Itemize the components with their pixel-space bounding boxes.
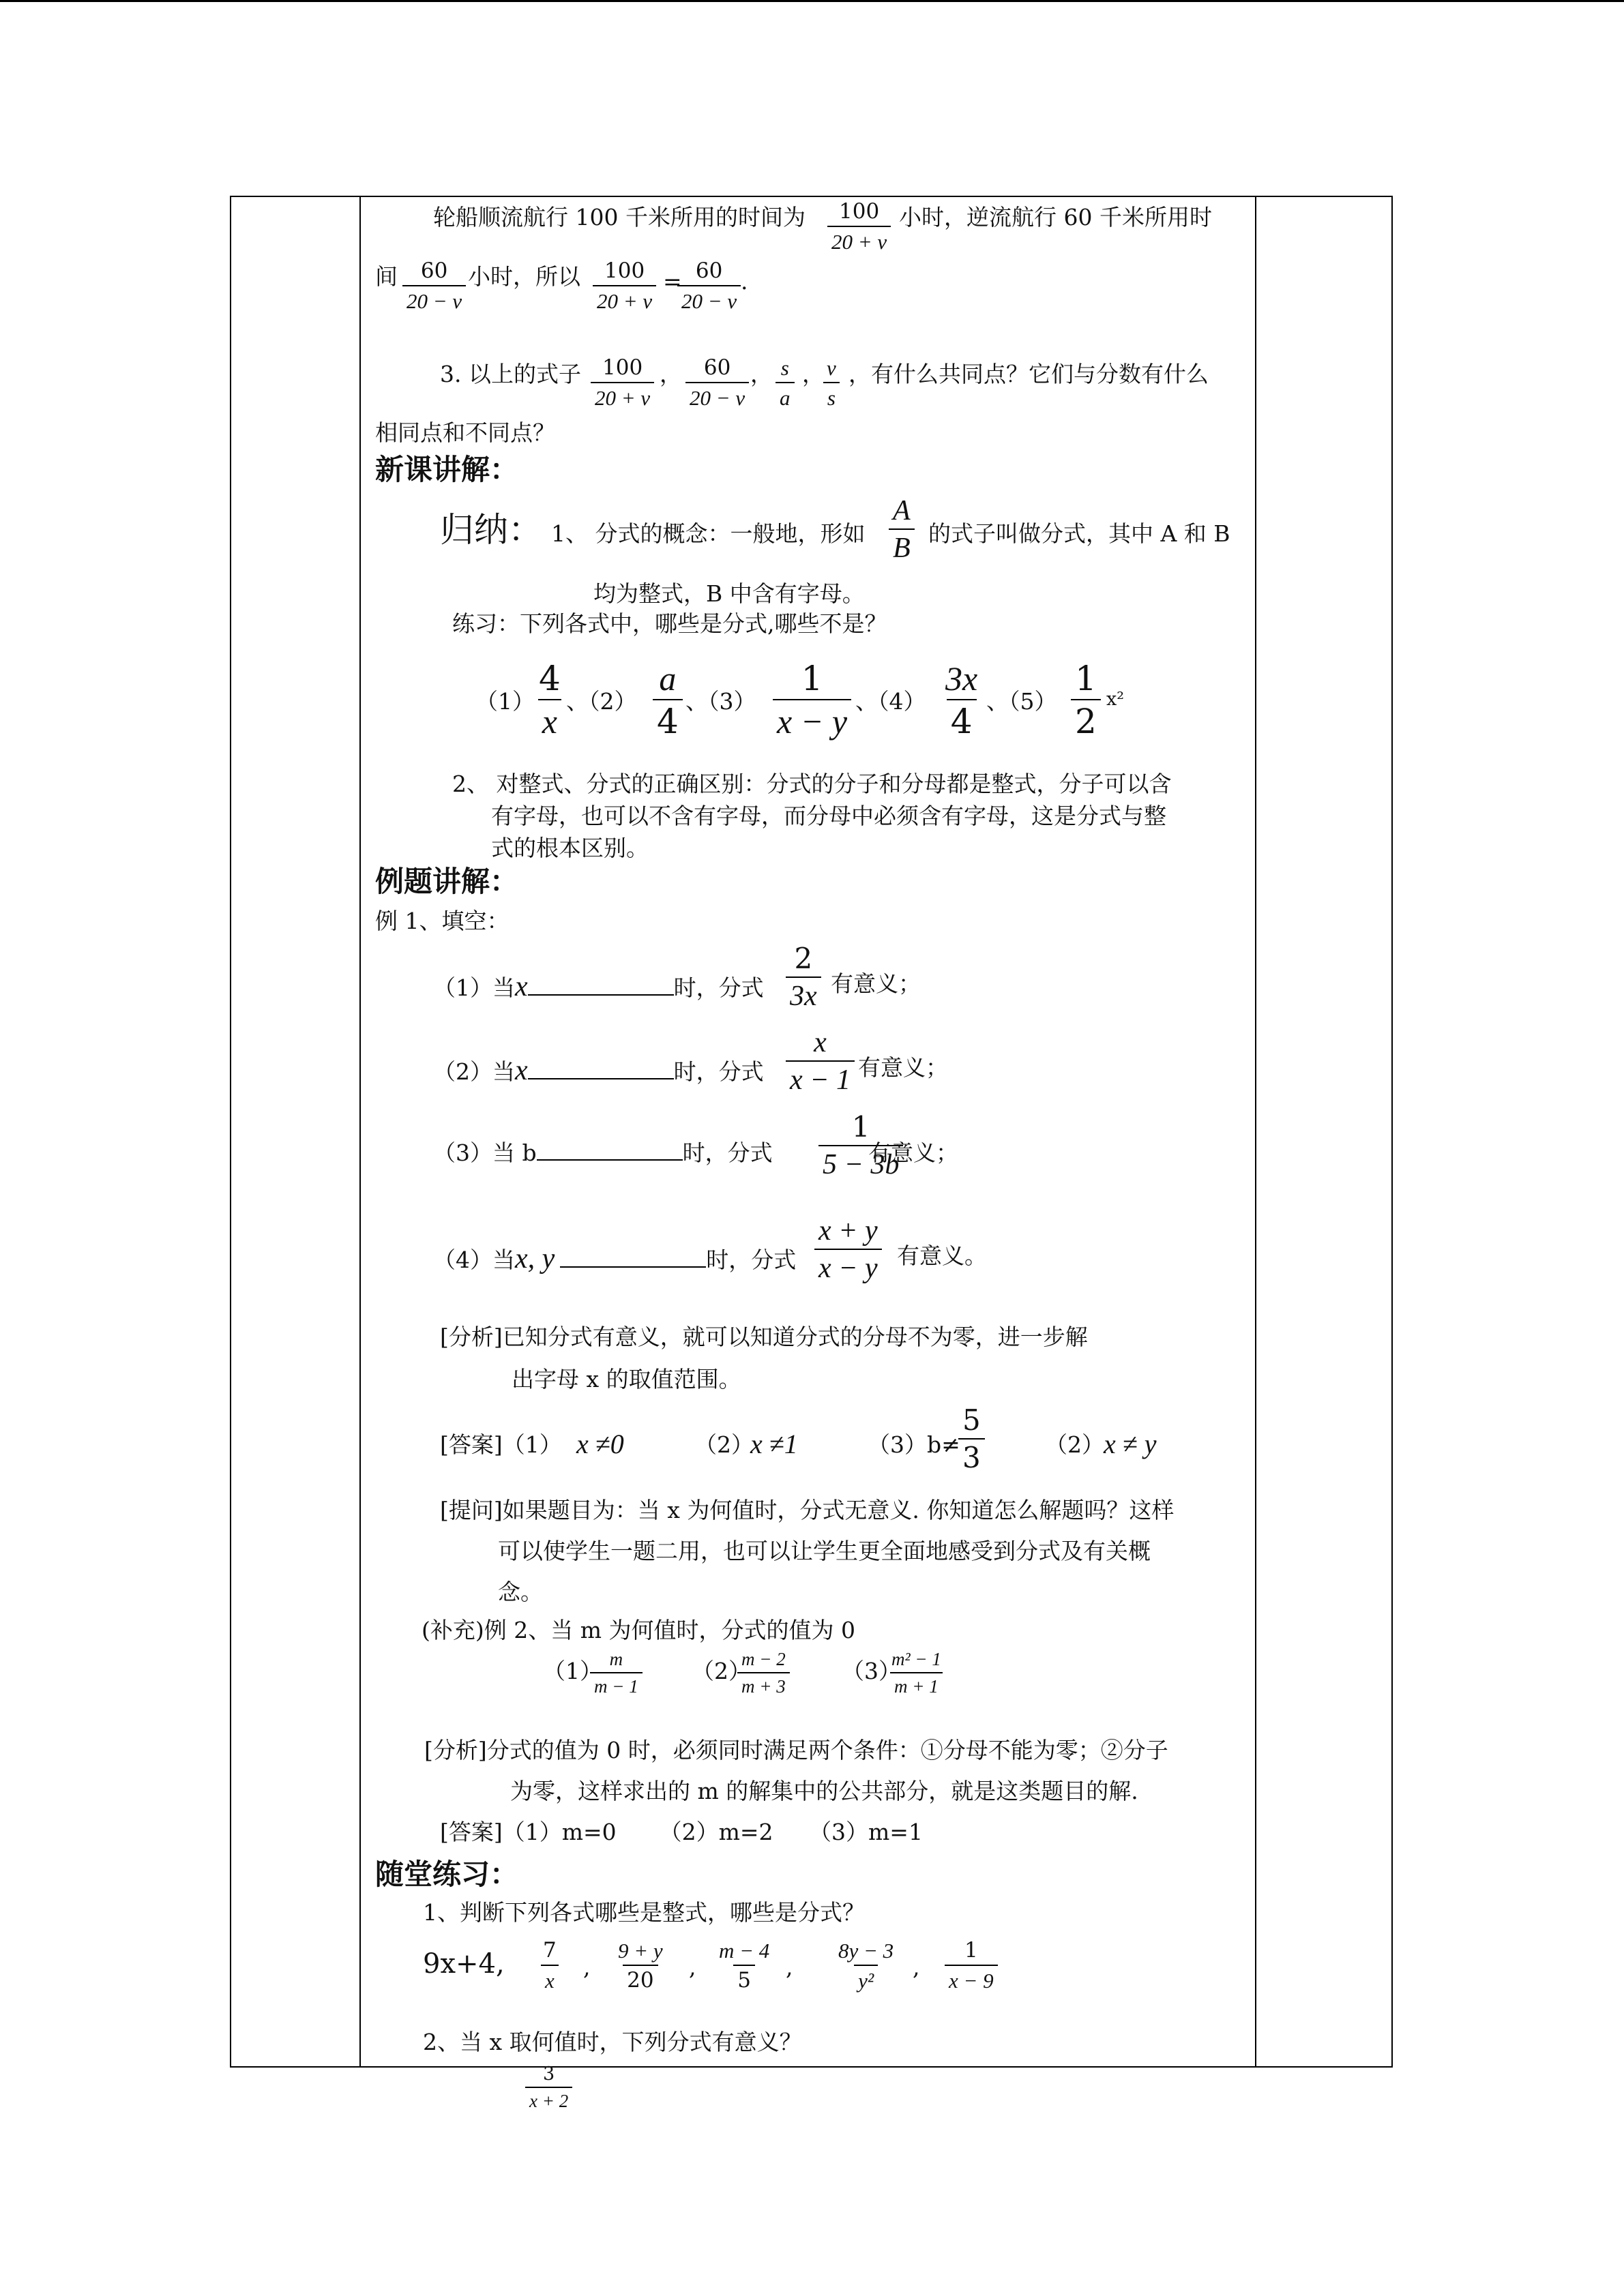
example1-title: 例 1、填空：	[375, 908, 510, 934]
summary-item1-pre: 1、 分式的概念：一般地，形如	[551, 520, 866, 547]
section-practice: 随堂练习：	[375, 1858, 519, 1891]
ex1-item3-frac: $\frac{1}{5 - 3b}$	[818, 1113, 903, 1179]
practice-q1: 1、判断下列各式哪些是整式，哪些是分式？	[423, 1899, 865, 1926]
ex1-item4-label: （4）当x, y 时，分式	[433, 1243, 797, 1274]
ex1-ans4-label: （2）	[1045, 1431, 1104, 1458]
practice-frac-m4-over-5: $\frac{m - 4}{5}$	[719, 1939, 770, 1993]
example2-title: (补充)例 2、当 m 为何值时，分式的值为 0	[422, 1617, 855, 1643]
summary-title: 归纳：	[440, 510, 542, 550]
frac-60-over-20minusv: $\frac{60}{20 - v}$	[402, 260, 466, 312]
practice-frac-7-over-x: $\frac{7}{x}$	[539, 1940, 561, 1991]
q3-frac-s-over-a: $\frac{s}{a}$	[776, 357, 795, 408]
frac-100-over-20plusv: $\frac{100}{20 + v}$	[827, 201, 891, 252]
summary-item2-l2: 有字母，也可以不含有字母，而分母中必须含有字母，这是分式与整	[491, 803, 1166, 829]
table-border-bottom	[230, 2066, 1393, 2068]
q3-after: ，有什么共同点？它们与分数有什么	[848, 361, 1209, 387]
ex1-item1-frac: $\frac{2}{3x}$	[786, 944, 821, 1011]
intro-line1-after: 小时，逆流航行 60 千米所用时	[899, 204, 1212, 230]
ex1-item4-tail: 有意义。	[897, 1242, 987, 1269]
top-border	[0, 0, 1624, 2]
ex-label-3: 、（3）	[685, 688, 756, 715]
summary-exercise: 练习：下列各式中，哪些是分式,哪些不是？	[452, 610, 887, 637]
ex2-label-3: （3）	[842, 1658, 901, 1684]
ex-frac-4-over-x: $\frac{4}{x}$	[539, 659, 561, 741]
summary-item2-l3: 式的根本区别。	[491, 835, 649, 861]
ex2-frac-2: $\frac{m - 2}{m + 3}$	[737, 1650, 790, 1696]
q3-comma-3: ，	[802, 361, 825, 387]
section-examples: 例题讲解：	[375, 865, 519, 898]
ex1-item2-tail: 有意义；	[858, 1054, 948, 1081]
ex2-answer: [答案]（1）m=0 （2）m=2 （3）m=1	[440, 1819, 923, 1845]
ex-label-1: （1）	[475, 688, 535, 715]
ex-frac-1-over-2: $\frac{1}{2}$	[1071, 661, 1101, 739]
ex-label-4: 、（4）	[855, 688, 926, 715]
period: .	[741, 268, 748, 295]
ex1-ans3-label: （3）b≠	[868, 1431, 960, 1458]
ex1-answer-label: [答案]（1）	[440, 1431, 562, 1458]
summary-item1-post: 的式子叫做分式，其中 A 和 B	[928, 520, 1230, 547]
table-border-col1	[359, 196, 361, 2068]
table-border-col2	[1255, 196, 1256, 2068]
ex-frac-1-over-xminusy: $\frac{1}{x - y}$	[773, 661, 851, 739]
table-border-right	[1391, 196, 1393, 2068]
ex1-question-l1: [提问]如果题目为：当 x 为何值时，分式无意义. 你知道怎么解题吗？这样	[440, 1497, 1175, 1523]
ex-frac-3x-over-4: $\frac{3x}{4}$	[945, 659, 978, 741]
practice-first: 9x+4,	[423, 1948, 505, 1980]
ex1-ans2: x ≠1	[750, 1429, 798, 1459]
ex2-analysis-l1: [分析]分式的值为 0 时，必须同时满足两个条件：①分母不能为零；②分子	[424, 1737, 1168, 1763]
practice-q2: 2、当 x 取何值时，下列分式有意义？	[423, 2029, 802, 2055]
intro-line2-mid: 小时，所以	[468, 263, 580, 290]
practice-sep-2: ,	[689, 1954, 696, 1980]
practice-bottom-frac: $\frac{3}{x + 2}$	[525, 2065, 572, 2111]
ex1-item3-tail: 有意义；	[868, 1139, 958, 1166]
section-new-lesson: 新课讲解：	[375, 453, 519, 486]
q3-comma-2: ，	[750, 361, 773, 387]
ex1-question-l2: 可以使学生一题二用，也可以让学生更全面地感受到分式及有关概	[498, 1538, 1151, 1564]
ex2-label-1: （1）	[543, 1658, 602, 1684]
ex-frac-a-over-4: $\frac{a}{4}$	[653, 661, 683, 739]
summary-item1-line2: 均为整式，B 中含有字母。	[593, 580, 865, 607]
ex1-analysis-l1: [分析]已知分式有意义，就可以知道分式的分母不为零，进一步解	[440, 1324, 1088, 1350]
practice-sep-4: ,	[913, 1954, 920, 1980]
ex1-item4-frac: $\frac{x + y}{x - y}$	[814, 1217, 882, 1283]
ex1-ans1: x ≠0	[576, 1429, 624, 1459]
ex1-item1-tail: 有意义；	[831, 970, 921, 997]
practice-frac-9plusy-over-20: $\frac{9 + y}{20}$	[618, 1939, 663, 1993]
intro-line2-pre: 间	[375, 263, 398, 290]
ex1-ans4: x ≠ y	[1104, 1429, 1157, 1459]
ex5-tail: x²	[1106, 689, 1125, 710]
q3-frac-100: $\frac{100}{20 + v}$	[591, 357, 654, 408]
frac-60-over-20minusv-2: $\frac{60}{20 - v}$	[677, 260, 741, 312]
ex1-question-l3: 念。	[498, 1579, 543, 1605]
practice-sep-1: ,	[583, 1954, 591, 1980]
summary-item2-l1: 2、 对整式、分式的正确区别：分式的分子和分母都是整式，分子可以含	[452, 771, 1172, 797]
frac-A-over-B: $\frac{A}{B}$	[889, 496, 915, 563]
ex1-ans3-frac: $\frac{5}{3}$	[958, 1406, 985, 1472]
q3-frac-v-over-s: $\frac{v}{s}$	[823, 357, 840, 408]
q3-line2: 相同点和不同点？	[375, 419, 555, 446]
ex-label-2: 、（2）	[566, 688, 637, 715]
equals-sign: =	[663, 268, 682, 295]
ex2-label-2: （2）	[692, 1658, 751, 1684]
ex1-item1-label: （1）当x 时，分式	[433, 971, 764, 1002]
ex-label-5: 、（5）	[986, 688, 1057, 715]
practice-frac-1-over-x9: $\frac{1}{x - 9}$	[945, 1940, 998, 1991]
ex1-ans2-label: （2）	[694, 1431, 754, 1458]
q3-label: 3. 以上的式子	[440, 361, 581, 387]
practice-frac-8y3-over-y2: $\frac{8y - 3}{\text{y²}}$	[838, 1939, 894, 1993]
q3-comma-1: ，	[660, 361, 682, 387]
intro-line1: 轮船顺流航行 100 千米所用的时间为	[433, 204, 806, 230]
ex2-frac-3: $\frac{\text{m² − 1}}{m + 1}$	[891, 1649, 941, 1697]
ex2-analysis-l2: 为零，这样求出的 m 的解集中的公共部分，就是这类题目的解.	[510, 1778, 1138, 1804]
ex1-item2-frac: $\frac{x}{x - 1}$	[786, 1028, 855, 1094]
frac-100-over-20plusv-2: $\frac{100}{20 + v}$	[593, 260, 656, 312]
table-border-left	[230, 196, 231, 2068]
table-border-top	[230, 196, 1393, 197]
ex2-frac-1: $\frac{m}{m - 1}$	[590, 1650, 643, 1696]
ex1-analysis-l2: 出字母 x 的取值范围。	[512, 1366, 741, 1392]
q3-frac-60: $\frac{60}{20 - v}$	[685, 357, 749, 408]
ex1-item2-label: （2）当x 时，分式	[433, 1055, 764, 1086]
practice-sep-3: ,	[786, 1954, 793, 1980]
ex1-item3-label: （3）当 b 时，分式	[433, 1139, 773, 1166]
